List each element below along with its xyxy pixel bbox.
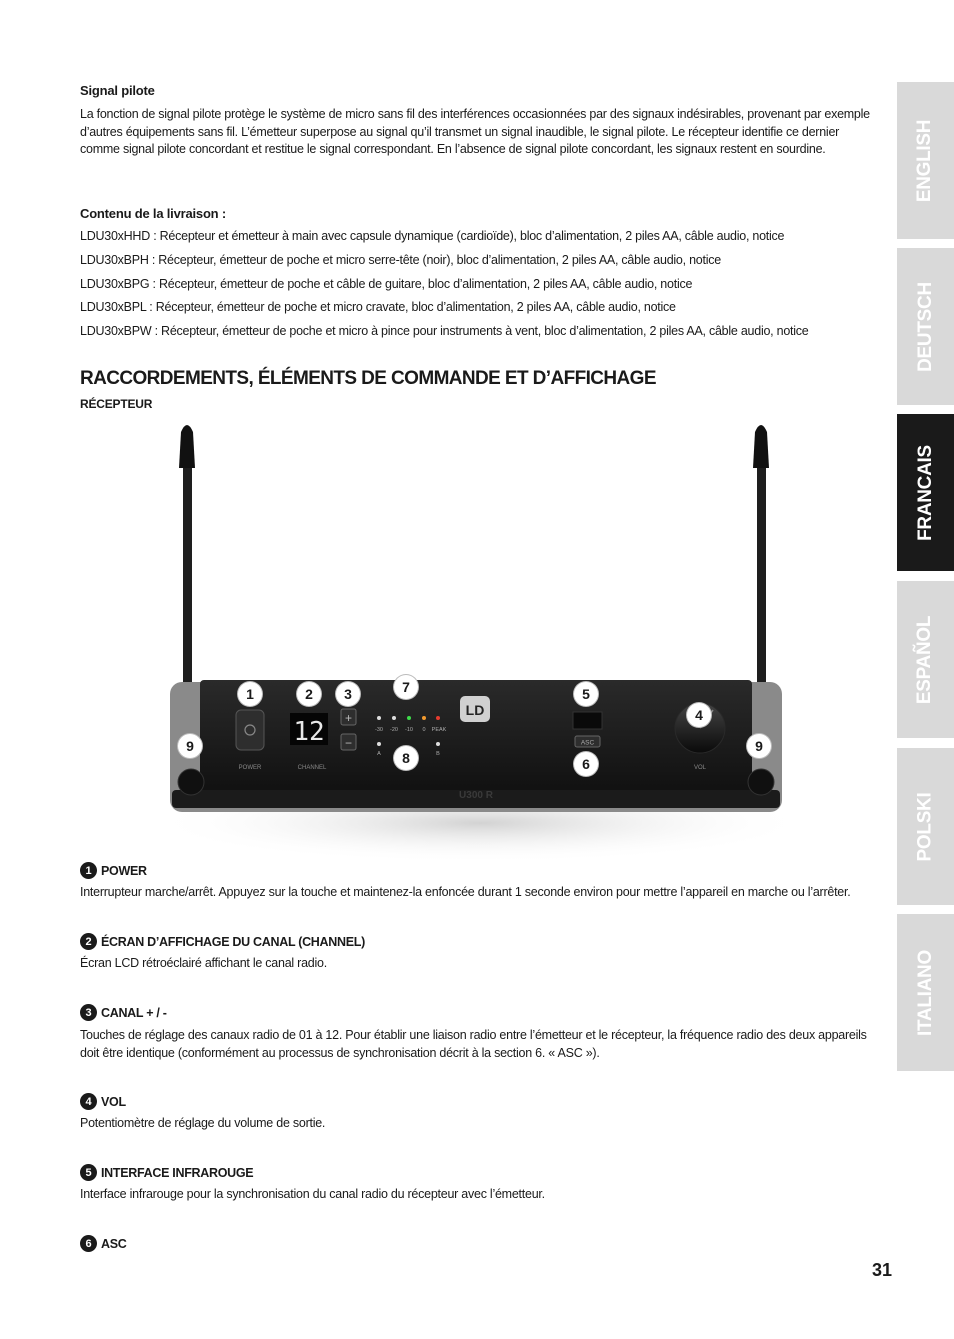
item-text: Touches de réglage des canaux radio de 01 à 12. Pour établir une liaison radio entre l’émetteur et le récepteur, la fréquence radio des deux appareils doit être identique (conformément au processus de synchronisation décrit à la section 6. « ASC »). [80, 1028, 867, 1060]
asc-label: ASC [580, 739, 595, 747]
callout-9-right: 9 [747, 734, 771, 758]
page-number: 31 [872, 1260, 893, 1280]
delivery-item: LDU30xBPH : Récepteur, émetteur de poche et micro serre-tête (noir), bloc d’alimentation, 2 piles AA, câble audio, notice [80, 253, 721, 267]
power-label: POWER [238, 765, 262, 771]
pilot-title: Signal pilote [80, 83, 155, 98]
delivery-item: LDU30xHHD : Récepteur et émetteur à main avec capsule dynamique (cardioïde), bloc d’alimentation, 2 piles AA, câble audio, notice [80, 229, 785, 243]
antenna-b-label: B [436, 751, 440, 757]
led-zero [422, 716, 426, 720]
section-subtitle: RÉCEPTEUR [80, 397, 153, 411]
meter-label: -20 [390, 727, 398, 733]
channel-display-value: 12 [293, 717, 325, 747]
led-minus20 [392, 716, 396, 720]
item-number: 5 [80, 1164, 97, 1181]
tab-espanol[interactable] [897, 581, 954, 738]
antenna-a-label: A [377, 751, 381, 757]
delivery-item: LDU30xBPW : Récepteur, émetteur de poche et micro à pince pour instruments à vent, bloc d’alimentation, 2 piles AA, câble audio, notice [80, 324, 809, 338]
callout-9-left: 9 [178, 734, 202, 758]
item-title: INTERFACE INFRAROUGE [101, 1165, 254, 1180]
callout-8: 8 [394, 746, 418, 770]
tab-english[interactable] [897, 82, 954, 239]
item-text: Interface infrarouge pour la synchronisation du canal radio du récepteur avec l’émetteur. [80, 1187, 545, 1201]
receiver-drawing [160, 418, 800, 868]
tab-label: ENGLISH [914, 119, 936, 202]
item-title: ÉCRAN D’AFFICHAGE DU CANAL (CHANNEL) [101, 934, 365, 949]
led-minus30 [377, 716, 381, 720]
item-number: 1 [80, 862, 97, 879]
item-number: 3 [80, 1004, 97, 1021]
led-b [436, 742, 440, 746]
vol-label: VOL [693, 765, 707, 771]
item-heading-infrared [80, 1164, 253, 1181]
item-heading-power [80, 862, 147, 879]
tab-deutsch[interactable] [897, 248, 954, 405]
item-number: 4 [80, 1093, 97, 1110]
led-peak [436, 716, 440, 720]
tab-italiano[interactable] [897, 914, 954, 1071]
pilot-text: La fonction de signal pilote protège le système de micro sans fil des interférences occasionnées par des signaux indésirables, provenant par exemple d’autres équipements sans fil. L’émetteur superpose au signal qu’il transmet un signal inaudible, le signal pilote. Le récepteur identifie ce dernier comme signal pilote concordant et restitue le signal correspondant. En l’absence de signal pilote concordant, les signaux restent en sourdine. [80, 107, 870, 156]
item-number: 2 [80, 933, 97, 950]
power-button [236, 710, 264, 750]
item-title: POWER [101, 863, 147, 878]
plus-icon: + [344, 711, 353, 725]
receiver-illustration [160, 418, 800, 868]
callout-7: 7 [394, 675, 418, 699]
callout-2: 2 [297, 682, 321, 706]
delivery-title: Contenu de la livraison : [80, 206, 226, 221]
model-label: U300 R [459, 790, 493, 801]
callout-4: 4 [687, 703, 711, 727]
item-title: ASC [101, 1236, 127, 1251]
item-heading-channel-display [80, 933, 365, 950]
item-title: CANAL + / - [101, 1005, 167, 1020]
callout-3: 3 [336, 682, 360, 706]
antenna-left-tip [179, 425, 195, 468]
section-title: RACCORDEMENTS, ÉLÉMENTS DE COMMANDE ET D’AFFICHAGE [80, 368, 656, 389]
channel-label: CHANNEL [297, 765, 327, 771]
delivery-item: LDU30xBPG : Récepteur, émetteur de poche et câble de guitare, bloc d’alimentation, 2 piles AA, câble audio, notice [80, 277, 693, 291]
antenna-right-tip [753, 425, 769, 468]
callout-5: 5 [574, 682, 598, 706]
antenna-connector-left [178, 769, 204, 795]
ld-logo-text: LD [465, 702, 485, 718]
item-heading-asc [80, 1235, 127, 1252]
item-text: Potentiomètre de réglage du volume de sortie. [80, 1116, 326, 1130]
item-heading-channel-buttons [80, 1004, 167, 1021]
callout-1: 1 [238, 682, 262, 706]
item-text: Écran LCD rétroéclairé affichant le canal radio. [80, 956, 327, 970]
meter-label: 0 [422, 727, 426, 733]
infrared-window [573, 712, 602, 729]
led-a [377, 742, 381, 746]
tab-francais[interactable] [897, 414, 954, 571]
tab-label: DEUTSCH [914, 281, 936, 372]
item-heading-vol [80, 1093, 126, 1110]
tab-label: ESPAÑOL [914, 615, 936, 704]
tab-polski[interactable] [897, 748, 954, 905]
item-title: VOL [101, 1094, 126, 1109]
tab-label: POLSKI [914, 792, 936, 861]
item-number: 6 [80, 1235, 97, 1252]
meter-label: -30 [375, 727, 383, 733]
item-text: Interrupteur marche/arrêt. Appuyez sur la touche et maintenez-la enfoncée durant 1 seconde environ pour mettre l’appareil en marche ou l’arrêter. [80, 885, 851, 899]
callout-6: 6 [574, 752, 598, 776]
meter-label: -10 [405, 727, 413, 733]
delivery-item: LDU30xBPL : Récepteur, émetteur de poche et micro cravate, bloc d’alimentation, 2 piles AA, câble audio, notice [80, 300, 676, 314]
led-minus10 [407, 716, 411, 720]
tab-label: FRANCAIS [914, 444, 936, 541]
meter-label: PEAK [431, 727, 447, 733]
minus-icon: − [344, 736, 353, 750]
antenna-connector-right [748, 769, 774, 795]
tab-label: ITALIANO [914, 949, 936, 1036]
